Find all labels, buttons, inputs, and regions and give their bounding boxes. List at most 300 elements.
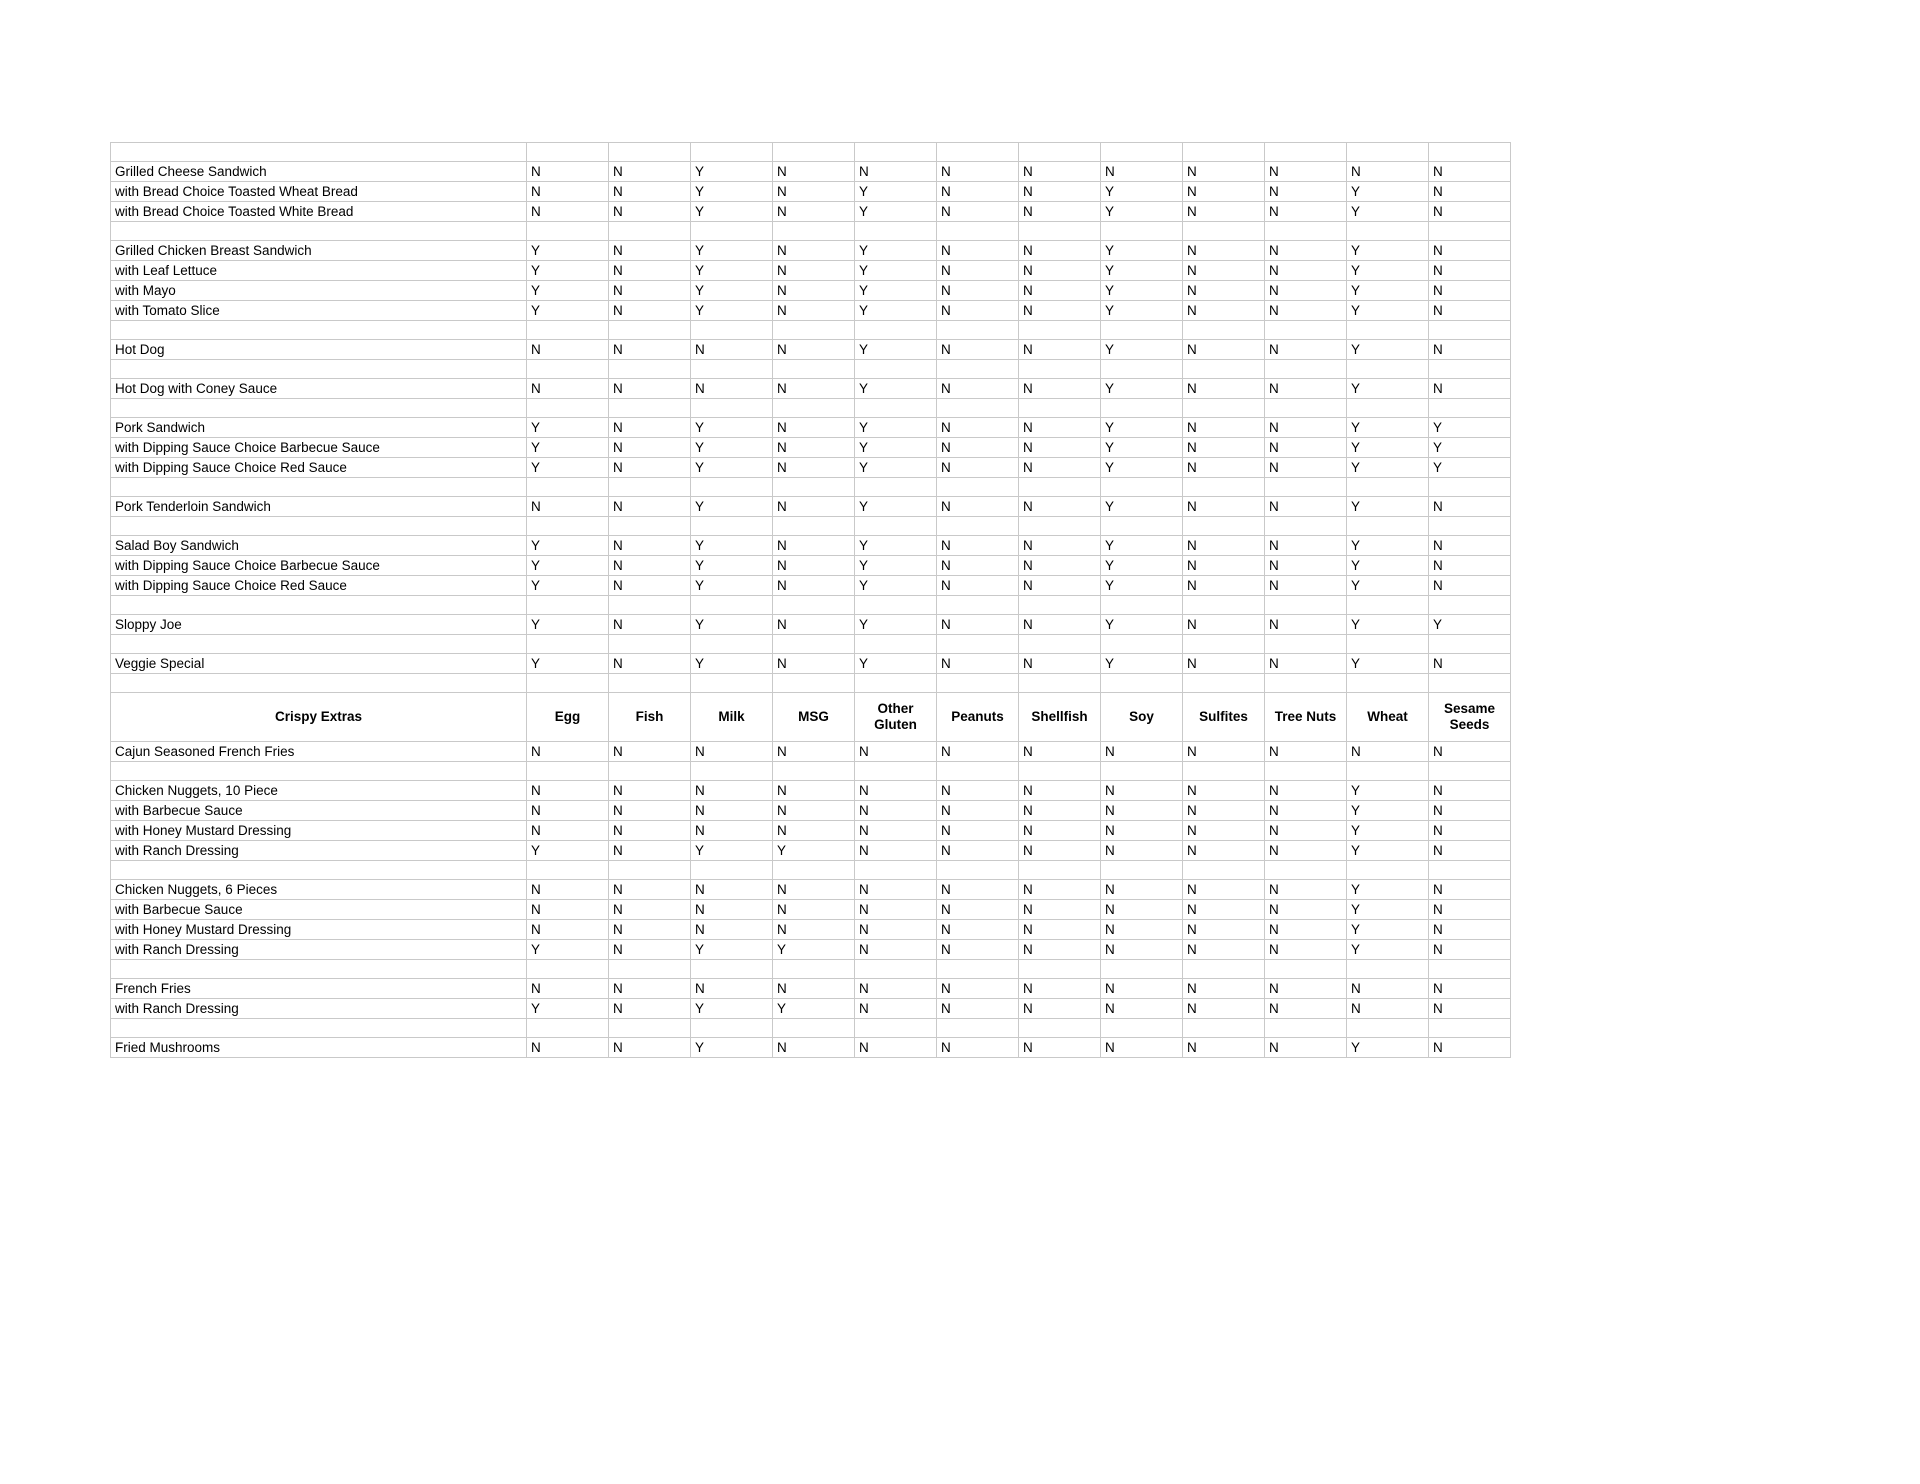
allergen-cell: N bbox=[1019, 781, 1101, 801]
allergen-cell bbox=[1347, 674, 1429, 693]
column-header: Fish bbox=[609, 693, 691, 742]
allergen-cell: N bbox=[1347, 979, 1429, 999]
allergen-cell bbox=[937, 674, 1019, 693]
allergen-cell: Y bbox=[1101, 536, 1183, 556]
allergen-cell: N bbox=[855, 979, 937, 999]
allergen-cell bbox=[1019, 222, 1101, 241]
allergen-cell bbox=[1101, 674, 1183, 693]
allergen-cell: N bbox=[773, 458, 855, 478]
allergen-cell: N bbox=[1429, 979, 1511, 999]
allergen-cell: Y bbox=[527, 940, 609, 960]
allergen-cell: N bbox=[937, 920, 1019, 940]
item-label-cell bbox=[111, 399, 527, 418]
column-header: Wheat bbox=[1347, 693, 1429, 742]
allergen-cell: N bbox=[1101, 999, 1183, 1019]
allergen-cell bbox=[1265, 222, 1347, 241]
allergen-cell: Y bbox=[855, 301, 937, 321]
allergen-cell: N bbox=[1101, 940, 1183, 960]
allergen-cell bbox=[1183, 143, 1265, 162]
allergen-cell: N bbox=[1265, 379, 1347, 399]
spacer-row bbox=[111, 762, 1511, 781]
item-label-cell: Fried Mushrooms bbox=[111, 1038, 527, 1058]
allergen-cell: Y bbox=[691, 438, 773, 458]
item-label-cell bbox=[111, 1019, 527, 1038]
item-label-cell: with Ranch Dressing bbox=[111, 940, 527, 960]
item-label-cell: with Barbecue Sauce bbox=[111, 801, 527, 821]
allergen-cell: N bbox=[1429, 654, 1511, 674]
spacer-row bbox=[111, 478, 1511, 497]
allergen-cell: N bbox=[609, 841, 691, 861]
table-row bbox=[111, 556, 1511, 576]
table-row bbox=[111, 900, 1511, 920]
allergen-cell: Y bbox=[1429, 438, 1511, 458]
allergen-cell: N bbox=[609, 576, 691, 596]
allergen-cell: N bbox=[527, 920, 609, 940]
allergen-cell bbox=[773, 635, 855, 654]
allergen-cell: N bbox=[1019, 340, 1101, 360]
allergen-cell: N bbox=[937, 261, 1019, 281]
allergen-cell: N bbox=[773, 340, 855, 360]
allergen-cell: Y bbox=[1347, 900, 1429, 920]
allergen-cell: N bbox=[1265, 458, 1347, 478]
allergen-cell: Y bbox=[1347, 241, 1429, 261]
allergen-cell: N bbox=[937, 458, 1019, 478]
allergen-cell: N bbox=[1265, 841, 1347, 861]
allergen-cell: Y bbox=[1347, 841, 1429, 861]
section-title: Crispy Extras bbox=[111, 693, 527, 742]
allergen-cell: N bbox=[1429, 162, 1511, 182]
allergen-cell: N bbox=[1019, 458, 1101, 478]
allergen-cell: N bbox=[773, 162, 855, 182]
allergen-cell: N bbox=[609, 418, 691, 438]
item-label-cell: with Bread Choice Toasted White Bread bbox=[111, 202, 527, 222]
allergen-cell: Y bbox=[1347, 920, 1429, 940]
item-label-cell: Salad Boy Sandwich bbox=[111, 536, 527, 556]
item-label-cell bbox=[111, 478, 527, 497]
allergen-cell bbox=[1019, 762, 1101, 781]
allergen-cell bbox=[527, 399, 609, 418]
allergen-cell: N bbox=[527, 900, 609, 920]
allergen-cell: N bbox=[773, 379, 855, 399]
allergen-cell: N bbox=[609, 536, 691, 556]
allergen-cell bbox=[527, 222, 609, 241]
allergen-cell bbox=[1019, 360, 1101, 379]
allergen-cell: N bbox=[773, 880, 855, 900]
allergen-cell: N bbox=[773, 556, 855, 576]
allergen-cell bbox=[1101, 143, 1183, 162]
allergen-cell: N bbox=[1183, 781, 1265, 801]
allergen-cell bbox=[1265, 321, 1347, 340]
allergen-cell: N bbox=[527, 821, 609, 841]
allergen-cell: Y bbox=[691, 536, 773, 556]
table-row bbox=[111, 1038, 1511, 1058]
allergen-cell: N bbox=[937, 536, 1019, 556]
allergen-cell: N bbox=[1265, 261, 1347, 281]
table-row bbox=[111, 615, 1511, 635]
allergen-cell: Y bbox=[527, 576, 609, 596]
allergen-cell bbox=[1347, 360, 1429, 379]
allergen-cell bbox=[1265, 143, 1347, 162]
allergen-cell: Y bbox=[1429, 615, 1511, 635]
allergen-cell: N bbox=[937, 615, 1019, 635]
allergen-cell bbox=[937, 321, 1019, 340]
spacer-row bbox=[111, 143, 1511, 162]
allergen-cell bbox=[937, 635, 1019, 654]
allergen-cell bbox=[1429, 517, 1511, 536]
allergen-cell bbox=[937, 399, 1019, 418]
allergen-cell bbox=[1019, 321, 1101, 340]
allergen-cell: N bbox=[855, 801, 937, 821]
table-row bbox=[111, 576, 1511, 596]
allergen-cell: Y bbox=[1347, 781, 1429, 801]
allergen-cell: N bbox=[1019, 281, 1101, 301]
allergen-cell bbox=[1265, 399, 1347, 418]
table-row bbox=[111, 979, 1511, 999]
allergen-cell: N bbox=[773, 615, 855, 635]
allergen-cell: Y bbox=[855, 654, 937, 674]
allergen-cell bbox=[527, 674, 609, 693]
allergen-cell: N bbox=[1265, 1038, 1347, 1058]
allergen-cell: N bbox=[1019, 999, 1101, 1019]
allergen-cell: N bbox=[773, 1038, 855, 1058]
allergen-cell bbox=[1019, 517, 1101, 536]
item-label-cell: Chicken Nuggets, 10 Piece bbox=[111, 781, 527, 801]
allergen-cell: N bbox=[855, 999, 937, 1019]
allergen-cell: N bbox=[1429, 880, 1511, 900]
allergen-cell: N bbox=[691, 900, 773, 920]
allergen-cell: Y bbox=[1347, 821, 1429, 841]
allergen-cell bbox=[1347, 762, 1429, 781]
allergen-cell: N bbox=[773, 182, 855, 202]
allergen-cell: N bbox=[1183, 940, 1265, 960]
allergen-cell bbox=[1429, 960, 1511, 979]
allergen-cell: Y bbox=[1347, 301, 1429, 321]
allergen-cell: N bbox=[527, 979, 609, 999]
allergen-cell bbox=[527, 861, 609, 880]
table-row bbox=[111, 781, 1511, 801]
allergen-cell bbox=[691, 1019, 773, 1038]
allergen-cell: Y bbox=[691, 301, 773, 321]
allergen-cell bbox=[1183, 1019, 1265, 1038]
allergen-cell: N bbox=[937, 1038, 1019, 1058]
item-label-cell: Hot Dog with Coney Sauce bbox=[111, 379, 527, 399]
column-header: Milk bbox=[691, 693, 773, 742]
allergen-cell bbox=[1019, 861, 1101, 880]
allergen-cell bbox=[527, 762, 609, 781]
allergen-cell: N bbox=[1429, 536, 1511, 556]
table-row bbox=[111, 497, 1511, 517]
allergen-cell bbox=[609, 517, 691, 536]
allergen-cell: N bbox=[1429, 999, 1511, 1019]
allergen-cell bbox=[773, 674, 855, 693]
allergen-cell: Y bbox=[1101, 654, 1183, 674]
allergen-cell: N bbox=[1429, 497, 1511, 517]
table-row bbox=[111, 241, 1511, 261]
allergen-cell bbox=[773, 960, 855, 979]
allergen-cell bbox=[691, 222, 773, 241]
allergen-cell: N bbox=[773, 281, 855, 301]
table-row bbox=[111, 162, 1511, 182]
allergen-cell bbox=[937, 762, 1019, 781]
allergen-cell: N bbox=[691, 340, 773, 360]
allergen-cell: Y bbox=[1347, 458, 1429, 478]
allergen-cell bbox=[1347, 1019, 1429, 1038]
allergen-cell: N bbox=[1019, 202, 1101, 222]
table-row bbox=[111, 261, 1511, 281]
allergen-cell: N bbox=[1429, 379, 1511, 399]
allergen-cell: N bbox=[855, 920, 937, 940]
allergen-cell: N bbox=[609, 497, 691, 517]
allergen-cell: N bbox=[937, 900, 1019, 920]
allergen-cell: N bbox=[1265, 801, 1347, 821]
allergen-cell: N bbox=[1183, 418, 1265, 438]
allergen-cell bbox=[1183, 517, 1265, 536]
allergen-cell: N bbox=[1265, 781, 1347, 801]
column-header: Sesame Seeds bbox=[1429, 693, 1511, 742]
allergen-cell: N bbox=[609, 202, 691, 222]
item-label-cell bbox=[111, 321, 527, 340]
allergen-cell: N bbox=[1265, 654, 1347, 674]
allergen-cell: N bbox=[855, 1038, 937, 1058]
allergen-cell: Y bbox=[1347, 418, 1429, 438]
allergen-cell bbox=[1429, 674, 1511, 693]
allergen-cell: Y bbox=[1429, 418, 1511, 438]
allergen-cell: Y bbox=[1347, 261, 1429, 281]
item-label-cell: Grilled Cheese Sandwich bbox=[111, 162, 527, 182]
allergen-cell bbox=[691, 517, 773, 536]
allergen-cell bbox=[773, 861, 855, 880]
allergen-cell: N bbox=[1019, 920, 1101, 940]
allergen-cell: N bbox=[1019, 162, 1101, 182]
allergen-cell: N bbox=[1019, 576, 1101, 596]
allergen-cell bbox=[1265, 762, 1347, 781]
item-label-cell bbox=[111, 674, 527, 693]
allergen-cell: N bbox=[1183, 241, 1265, 261]
allergen-cell bbox=[691, 596, 773, 615]
allergen-cell: N bbox=[773, 202, 855, 222]
allergen-cell: Y bbox=[1101, 458, 1183, 478]
allergen-cell: Y bbox=[691, 241, 773, 261]
allergen-cell bbox=[937, 222, 1019, 241]
allergen-cell: N bbox=[1019, 536, 1101, 556]
allergen-cell: N bbox=[1101, 920, 1183, 940]
allergen-cell: N bbox=[1183, 841, 1265, 861]
table-row bbox=[111, 281, 1511, 301]
allergen-cell: N bbox=[1183, 301, 1265, 321]
column-header: MSG bbox=[773, 693, 855, 742]
allergen-cell: N bbox=[1265, 418, 1347, 438]
allergen-cell bbox=[937, 143, 1019, 162]
allergen-cell: Y bbox=[527, 999, 609, 1019]
allergen-cell: N bbox=[1429, 576, 1511, 596]
allergen-cell: N bbox=[1265, 281, 1347, 301]
allergen-cell: N bbox=[1265, 999, 1347, 1019]
allergen-cell: Y bbox=[1101, 438, 1183, 458]
allergen-cell: N bbox=[937, 979, 1019, 999]
allergen-cell: Y bbox=[855, 615, 937, 635]
allergen-cell bbox=[1265, 861, 1347, 880]
allergen-cell: N bbox=[527, 742, 609, 762]
allergen-cell: N bbox=[855, 880, 937, 900]
spacer-row bbox=[111, 861, 1511, 880]
allergen-cell bbox=[1347, 596, 1429, 615]
allergen-cell: N bbox=[609, 301, 691, 321]
allergen-cell: Y bbox=[691, 940, 773, 960]
allergen-cell: N bbox=[1019, 182, 1101, 202]
allergen-cell: N bbox=[609, 615, 691, 635]
allergen-cell: N bbox=[527, 182, 609, 202]
allergen-cell: N bbox=[1265, 536, 1347, 556]
allergen-cell: Y bbox=[1347, 880, 1429, 900]
allergen-cell: Y bbox=[1347, 182, 1429, 202]
allergen-cell: N bbox=[1183, 576, 1265, 596]
allergen-cell: N bbox=[1429, 801, 1511, 821]
allergen-cell: N bbox=[937, 821, 1019, 841]
allergen-cell bbox=[1429, 399, 1511, 418]
allergen-cell bbox=[1429, 762, 1511, 781]
allergen-cell: N bbox=[609, 900, 691, 920]
allergen-cell bbox=[773, 360, 855, 379]
allergen-cell: N bbox=[1019, 900, 1101, 920]
allergen-cell: N bbox=[1101, 1038, 1183, 1058]
allergen-cell bbox=[1019, 635, 1101, 654]
allergen-cell: N bbox=[1101, 801, 1183, 821]
allergen-cell bbox=[937, 960, 1019, 979]
allergen-cell: N bbox=[773, 654, 855, 674]
allergen-cell bbox=[773, 399, 855, 418]
allergen-cell: Y bbox=[527, 556, 609, 576]
allergen-cell: N bbox=[1183, 654, 1265, 674]
allergen-cell: N bbox=[937, 162, 1019, 182]
allergen-cell: Y bbox=[527, 281, 609, 301]
allergen-cell: N bbox=[691, 379, 773, 399]
allergen-cell bbox=[1019, 960, 1101, 979]
allergen-cell bbox=[1429, 635, 1511, 654]
allergen-cell: Y bbox=[1347, 940, 1429, 960]
allergen-table-body bbox=[111, 143, 1511, 1058]
allergen-cell bbox=[937, 478, 1019, 497]
allergen-cell bbox=[609, 360, 691, 379]
allergen-cell bbox=[1019, 674, 1101, 693]
allergen-cell: N bbox=[1019, 821, 1101, 841]
allergen-cell: N bbox=[1183, 979, 1265, 999]
allergen-cell: Y bbox=[527, 438, 609, 458]
allergen-cell: N bbox=[1183, 556, 1265, 576]
item-label-cell: with Dipping Sauce Choice Red Sauce bbox=[111, 458, 527, 478]
allergen-cell: N bbox=[1265, 497, 1347, 517]
allergen-cell: Y bbox=[855, 576, 937, 596]
allergen-cell: N bbox=[1265, 979, 1347, 999]
allergen-cell: N bbox=[1183, 880, 1265, 900]
allergen-cell: N bbox=[1347, 162, 1429, 182]
allergen-cell: N bbox=[937, 999, 1019, 1019]
allergen-cell bbox=[609, 143, 691, 162]
allergen-cell: Y bbox=[1347, 801, 1429, 821]
allergen-cell: Y bbox=[855, 536, 937, 556]
allergen-cell: N bbox=[1101, 880, 1183, 900]
allergen-cell bbox=[855, 478, 937, 497]
allergen-cell: Y bbox=[527, 615, 609, 635]
allergen-cell: Y bbox=[691, 202, 773, 222]
item-label-cell: with Honey Mustard Dressing bbox=[111, 821, 527, 841]
table-row bbox=[111, 742, 1511, 762]
allergen-cell bbox=[773, 143, 855, 162]
item-label-cell: Chicken Nuggets, 6 Pieces bbox=[111, 880, 527, 900]
allergen-cell: N bbox=[937, 880, 1019, 900]
allergen-cell bbox=[1183, 360, 1265, 379]
allergen-cell bbox=[855, 762, 937, 781]
allergen-cell bbox=[1265, 674, 1347, 693]
allergen-cell bbox=[1347, 222, 1429, 241]
allergen-cell bbox=[773, 321, 855, 340]
item-label-cell: Sloppy Joe bbox=[111, 615, 527, 635]
allergen-cell bbox=[1183, 674, 1265, 693]
allergen-cell: Y bbox=[1347, 654, 1429, 674]
allergen-cell: N bbox=[1019, 841, 1101, 861]
allergen-cell: Y bbox=[1101, 202, 1183, 222]
allergen-cell: N bbox=[1265, 241, 1347, 261]
item-label-cell bbox=[111, 360, 527, 379]
allergen-cell: N bbox=[1019, 880, 1101, 900]
allergen-cell bbox=[691, 960, 773, 979]
allergen-cell: N bbox=[855, 900, 937, 920]
allergen-cell: N bbox=[773, 497, 855, 517]
allergen-cell bbox=[773, 478, 855, 497]
allergen-cell: Y bbox=[1101, 418, 1183, 438]
allergen-cell: Y bbox=[1429, 458, 1511, 478]
allergen-cell bbox=[773, 222, 855, 241]
allergen-cell: Y bbox=[855, 438, 937, 458]
allergen-cell: Y bbox=[1101, 301, 1183, 321]
allergen-cell: N bbox=[1429, 241, 1511, 261]
allergen-cell: Y bbox=[527, 241, 609, 261]
allergen-cell: Y bbox=[855, 281, 937, 301]
allergen-cell: Y bbox=[691, 1038, 773, 1058]
allergen-cell: N bbox=[937, 841, 1019, 861]
allergen-cell: N bbox=[937, 556, 1019, 576]
spacer-row bbox=[111, 960, 1511, 979]
allergen-cell: N bbox=[1265, 340, 1347, 360]
allergen-cell bbox=[527, 517, 609, 536]
allergen-cell: N bbox=[773, 301, 855, 321]
allergen-cell: N bbox=[1019, 438, 1101, 458]
allergen-cell: N bbox=[1183, 340, 1265, 360]
allergen-cell: Y bbox=[1101, 497, 1183, 517]
allergen-cell: N bbox=[1347, 742, 1429, 762]
allergen-cell: N bbox=[1183, 615, 1265, 635]
allergen-cell bbox=[1101, 222, 1183, 241]
allergen-cell: N bbox=[1183, 281, 1265, 301]
allergen-cell bbox=[527, 321, 609, 340]
allergen-cell: N bbox=[1183, 801, 1265, 821]
allergen-cell bbox=[609, 478, 691, 497]
allergen-cell: Y bbox=[773, 940, 855, 960]
allergen-cell: N bbox=[527, 880, 609, 900]
allergen-cell: Y bbox=[527, 536, 609, 556]
allergen-cell: Y bbox=[855, 418, 937, 438]
spacer-row bbox=[111, 360, 1511, 379]
allergen-cell: N bbox=[1101, 979, 1183, 999]
allergen-cell: N bbox=[1183, 261, 1265, 281]
allergen-cell bbox=[609, 762, 691, 781]
allergen-cell bbox=[1101, 1019, 1183, 1038]
allergen-cell: Y bbox=[691, 162, 773, 182]
allergen-cell: Y bbox=[527, 654, 609, 674]
allergen-cell: N bbox=[937, 418, 1019, 438]
allergen-cell bbox=[855, 596, 937, 615]
allergen-cell: N bbox=[773, 979, 855, 999]
allergen-cell: N bbox=[609, 182, 691, 202]
